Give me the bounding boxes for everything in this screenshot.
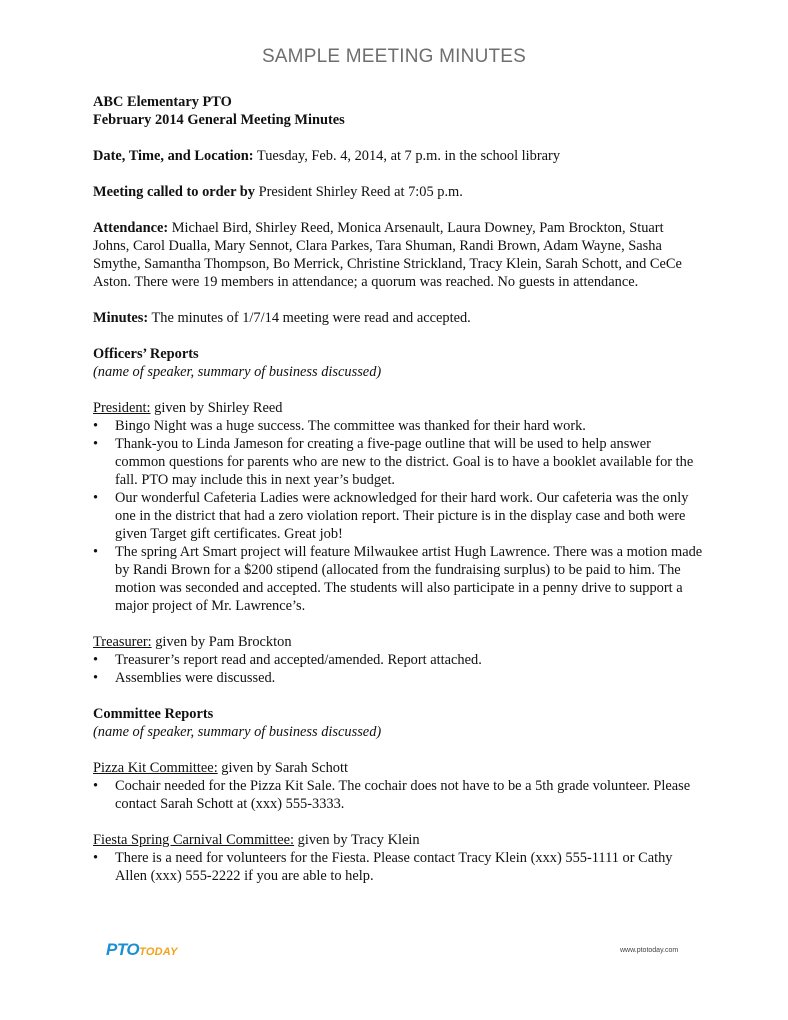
fiesta-list [93,849,703,885]
list-item [93,489,703,543]
president-label: President: [93,400,151,416]
logo-pto-text: PTO [106,940,140,959]
minutes-text: The minutes of 1/7/14 meeting were read and accepted. [148,310,471,326]
bullet-glyph: • [93,544,99,560]
minutes-paragraph [93,309,703,327]
treasurer-list [93,651,703,687]
called-paragraph [93,183,703,201]
bullet-glyph: • [93,652,99,668]
list-item-text: Cochair needed for the Pizza Kit Sale. The cochair does not have to be a 5th grade volunteer. Please contact Sarah Schott at (xxx) 555-3333. [115,778,691,812]
list-item-text: Bingo Night was a huge success. The committee was thanked for their hard work. [115,418,586,434]
logo-today-text: TODAY [139,946,178,958]
footer-url: www.ptotoday.com [620,947,679,954]
list-item [93,543,703,615]
list-item [93,651,703,669]
committee-heading: Committee Reports [93,706,214,722]
officers-note: (name of speaker, summary of business discussed) [93,364,382,380]
treasurer-label: Treasurer: [93,634,152,650]
officers-heading: Officers’ Reports [93,346,199,362]
org-name: ABC Elementary PTO [93,94,232,110]
fiesta-label: Fiesta Spring Carnival Committee: [93,832,295,848]
pizza-label: Pizza Kit Committee: [93,760,218,776]
called-label: Meeting called to order by [93,184,255,200]
list-item-text: Our wonderful Cafeteria Ladies were acknowledged for their hard work. Our cafeteria was the only one in the district that had a zero violation report. Their picture is in the display case and both were given Target gift certificates. Great job! [115,490,689,542]
list-item-text: Treasurer’s report read and accepted/amended. Report attached. [115,652,482,668]
bullet-glyph: • [93,436,99,452]
list-item-text: Thank-you to Linda Jameson for creating a five-page outline that will be used to help answer common questions for parents who are new to the district. Goal is to have a booklet available for the fall. PTO may include this in next year’s budget. [115,436,694,488]
fiesta-line [93,831,703,849]
bullet-glyph: • [93,850,99,866]
document-title: SAMPLE MEETING MINUTES [261,46,527,67]
bullet-glyph: • [93,670,99,686]
bullet-glyph: • [93,490,99,506]
treasurer-by: given by Pam Brockton [151,634,292,650]
list-item [93,417,703,435]
date-paragraph [93,147,703,165]
date-text: Tuesday, Feb. 4, 2014, at 7 p.m. in the school library [253,148,561,164]
meeting-subtitle: February 2014 General Meeting Minutes [93,112,345,128]
called-text: President Shirley Reed at 7:05 p.m. [255,184,463,200]
list-item [93,435,703,489]
bullet-glyph: • [93,418,99,434]
date-label: Date, Time, and Location: [93,148,254,164]
minutes-label: Minutes: [93,310,149,326]
attendance-paragraph [93,219,703,291]
pizza-list [93,777,703,813]
pizza-by: given by Sarah Schott [217,760,348,776]
committee-note: (name of speaker, summary of business discussed) [93,724,382,740]
bullet-glyph: • [93,778,99,794]
attendance-label: Attendance: [93,220,169,236]
list-item-text: The spring Art Smart project will feature Milwaukee artist Hugh Lawrence. There was a motion made by Randi Brown for a $200 stipend (allocated from the fundraising surplus) to be paid to him. The motion was seconded and accepted. The students will also participate in a penny drive to support a major project of Mr. Lawrence’s. [115,544,703,614]
document-body [93,93,703,885]
list-item [93,849,703,885]
list-item [93,669,703,687]
president-line [93,399,703,417]
pto-today-logo [106,940,178,960]
list-item-text: There is a need for volunteers for the Fiesta. Please contact Tracy Klein (xxx) 555-1111 or Cathy Allen (xxx) 555-2222 if you are able to help. [115,850,673,884]
attendance-text: Michael Bird, Shirley Reed, Monica Arsenault, Laura Downey, Pam Brockton, Stuart Johns, Carol Dualla, Mary Sennot, Clara Parkes, Tara Shuman, Randi Brown, Adam Wayne, Sasha Smythe, Samantha Thompson, Bo Merrick, Christine Strickland, Tracy Klein, Sarah Schott, and CeCe Aston. There were 19 members in attendance; a quorum was reached. No guests in attendance. [93,220,682,290]
president-list [93,417,703,615]
list-item [93,777,703,813]
fiesta-by: given by Tracy Klein [294,832,420,848]
president-by: given by Shirley Reed [150,400,283,416]
treasurer-line [93,633,703,651]
list-item-text: Assemblies were discussed. [115,670,276,686]
pizza-line [93,759,703,777]
